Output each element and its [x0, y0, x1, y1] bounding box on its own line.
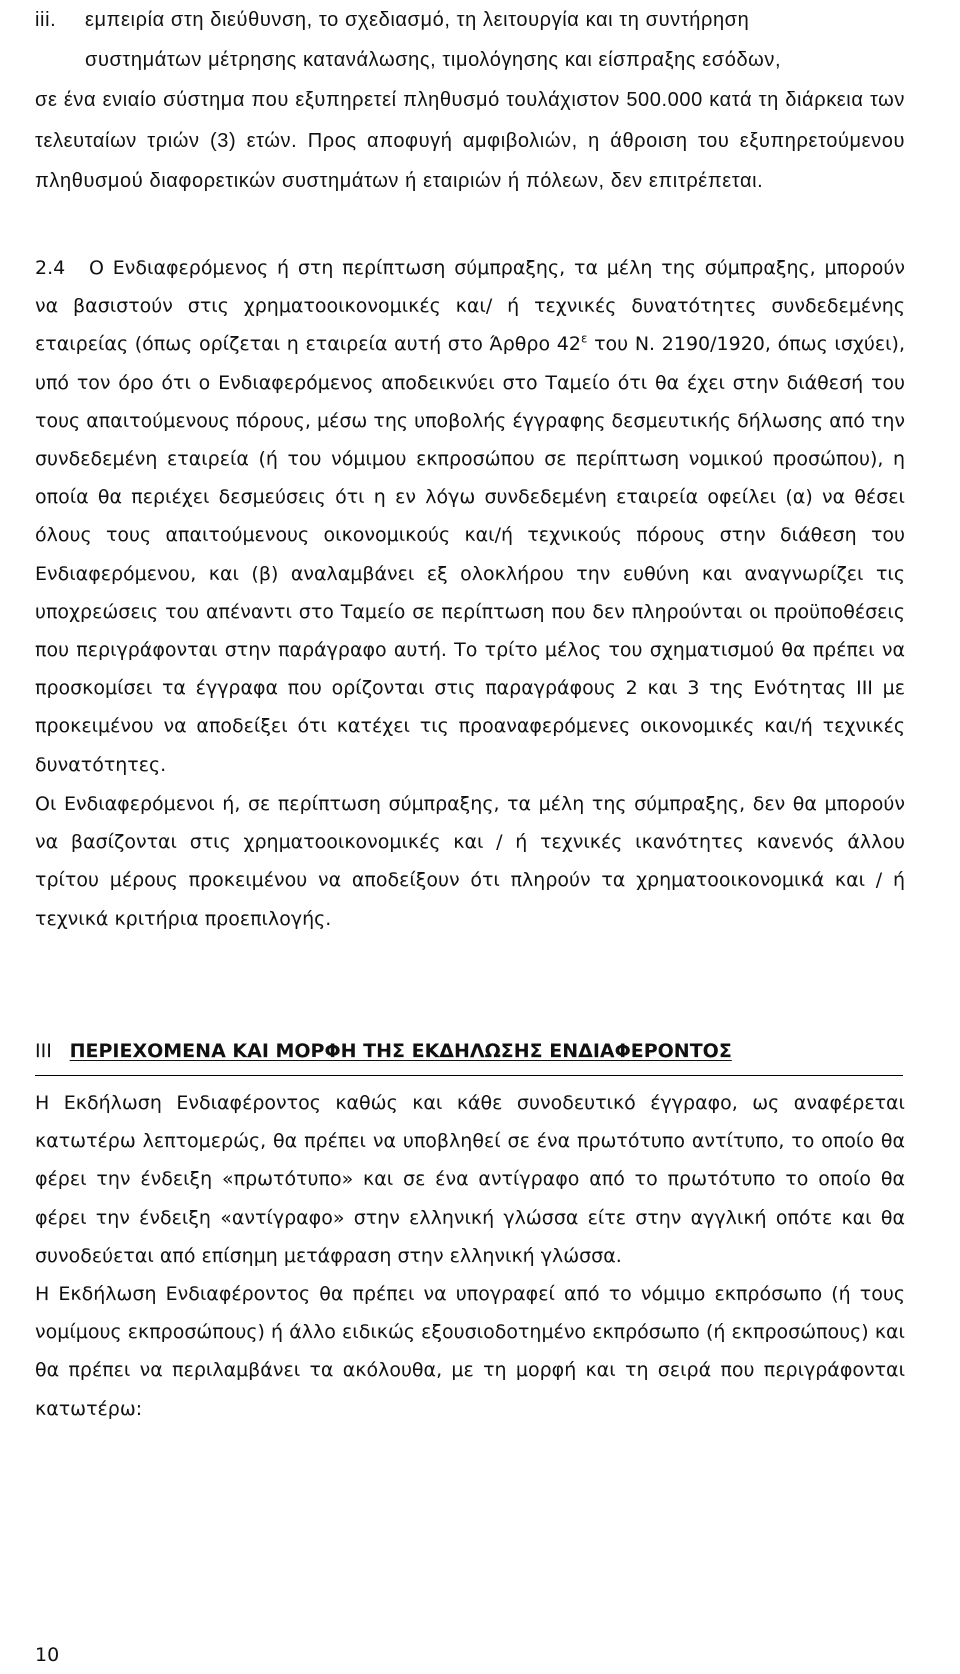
list-item-label: iii.	[35, 9, 57, 31]
paragraph-declaration-signature: Η Εκδήλωση Ενδιαφέροντος θα πρέπει να υπογραφεί από το νόμιμο εκπρόσωπο (ή τους νομίμους εκπροσώπους) ή άλλο ειδικώς εξουσιοδοτημένο εκπρόσωπο (ή εκπροσώπους) και θα πρέπει να περιλαμβάνει τα ακόλουθα, με τη μορφή και τη σειρά που περιγράφονται κατωτέρω:	[35, 1283, 905, 1420]
section-number: ΙΙΙ	[35, 1040, 52, 1062]
list-item-line-1: εμπειρία στη διεύθυνση, το σχεδιασμό, τη λειτουργία και τη συντήρηση	[85, 9, 750, 31]
paragraph-text-start: Ο Ενδιαφερόμενος ή στη περίπτωση σύμπραξης, τα μέλη της σύμπραξης, μπορούν να βασιστούν στις χρηματοοικονομικές και/ ή τεχνικές δυνατότητες συνδεδεμένης εταιρείας (όπως ορίζεται η εταιρεία αυτή στο Άρθρο 42	[35, 257, 905, 356]
page-number: 10	[35, 1644, 60, 1666]
paragraph-declaration-submission: Η Εκδήλωση Ενδιαφέροντος καθώς και κάθε συνοδευτικό έγγραφο, ως αναφέρεται κατωτέρω λεπτομερώς, θα πρέπει να υποβληθεί σε ένα πρωτότυπο αντίτυπο, το οποίο θα φέρει την ένδειξη «πρωτότυπο» και σε ένα αντίγραφο από το πρωτότυπο το οποίο θα φέρει την ένδειξη «αντίγραφο» στην ελληνική γλώσσα είτε στην αγγλική οπότε και θα συνοδεύεται από επίσημη μετάφραση στην ελληνική γλώσσα.	[35, 1092, 905, 1267]
list-item-rest: σε ένα ενιαίο σύστημα που εξυπηρετεί πληθυσμό τουλάχιστον 500.000 κατά τη διάρκεια των τελευταίων τριών (3) ετών. Προς αποφυγή αμφιβολιών, η άθροιση του εξυπηρετούμενου πληθυσμού διαφορετικών συστημάτων ή εταιριών ή πόλεων, δεν επιτρέπεται.	[35, 89, 905, 192]
section-heading	[35, 1039, 905, 1063]
paragraph-number: 2.4	[35, 257, 66, 279]
paragraph-2-4	[35, 249, 905, 784]
section-divider	[35, 1075, 903, 1076]
paragraph-text-end: του Ν. 2190/1920, όπως ισχύει), υπό τον όρο ότι ο Ενδιαφερόμενος αποδεικνύει στο Ταμείο ότι θα έχει στην διάθεσή του τους απαιτούμενους πόρους, μέσω της υποβολής έγγραφης δεσμευτικής δήλωσης από την συνδεδεμένη εταιρεία (ή του νόμιμου εκπροσώπου σε περίπτωση νομικού προσώπου), η οποία θα περιέχει δεσμεύσεις ότι η εν λόγω συνδεδεμένη εταιρεία οφείλει (α) να θέσει όλους τους απαιτούμενους οικονομικούς και/ή τεχνικούς πόρους στην διάθεση του Ενδιαφερόμενου, και (β) αναλαμβάνει εξ ολοκλήρου την ευθύνη και αναγνωρίζει τις υποχρεώσεις του απέναντι στο Ταμείο σε περίπτωση που δεν πληρούνται οι προϋποθέσεις που περιγράφονται στην παράγραφο αυτή. Το τρίτο μέλος του σχηματισμού θα πρέπει να προσκομίσει τα έγγραφα που ορίζονται στις παραγράφους 2 και 3 της Ενότητας ΙΙΙ με προκειμένου να αποδείξει ότι κατέχει τις προαναφερόμενες οικονομικές και/ή τεχνικές δυνατότητες.	[35, 333, 905, 776]
section-title: ΠΕΡΙΕΧΟΜΕΝΑ ΚΑΙ ΜΟΡΦΗ ΤΗΣ ΕΚΔΗΛΩΣΗΣ ΕΝΔΙΑΦΕΡΟΝΤΟΣ	[69, 1040, 732, 1062]
list-item-iii	[35, 0, 905, 201]
paragraph-interested-parties: Οι Ενδιαφερόμενοι ή, σε περίπτωση σύμπραξης, τα μέλη της σύμπραξης, δεν θα μπορούν να βασίζονται στις χρηματοοικονομικές και / ή τεχνικές ικανότητες κανενός άλλου τρίτου μέρους προκειμένου να αποδείξουν ότι πληρούν τα χρηματοοικονομικά και / ή τεχνικά κριτήρια προεπιλογής.	[35, 793, 905, 930]
list-item-line-2: συστημάτων μέτρησης κατανάλωσης, τιμολόγησης και είσπραξης εσόδων,	[85, 49, 782, 72]
superscript: ε	[580, 332, 588, 347]
